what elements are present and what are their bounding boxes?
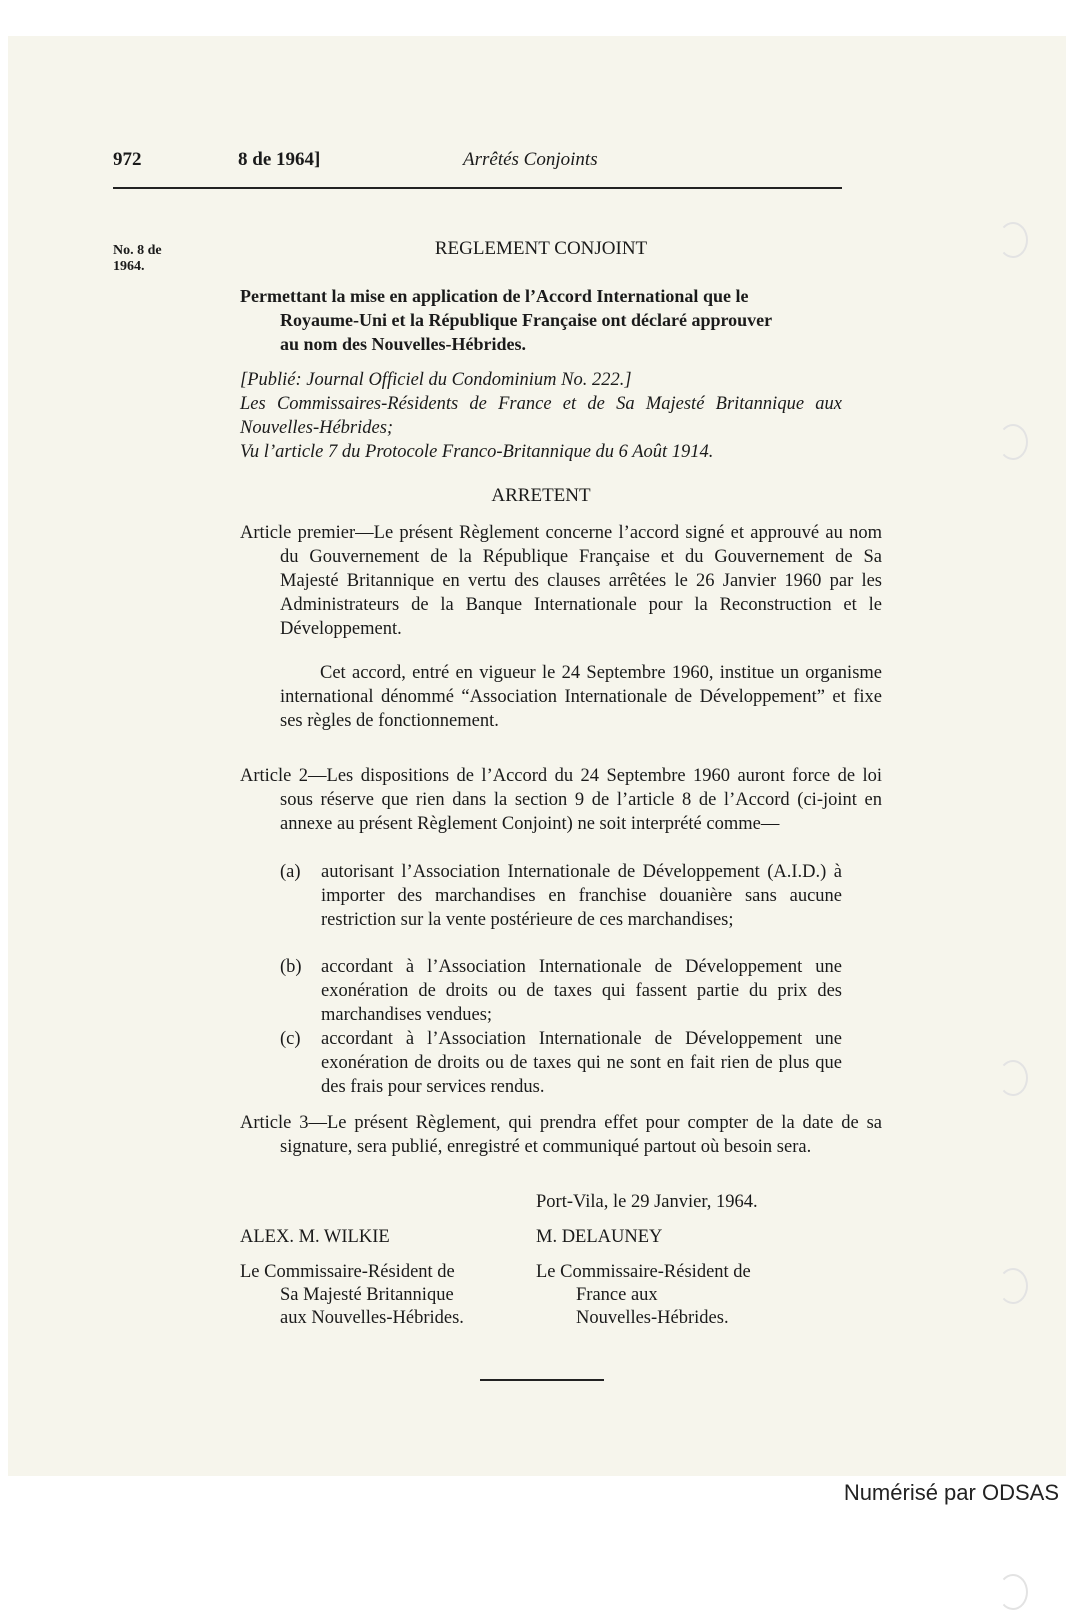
punch-hole-icon [998,1574,1028,1610]
list-item [280,955,842,1027]
signatory-left [240,1226,464,1330]
item-text: accordant à l’Association Internationale de Développement une exonération de droits ou de taxes qui ne sont en fait rien de plus que des frais pour services rendus. [321,1029,842,1097]
intro-line: Permettant la mise en application de l’Accord International que le [240,286,749,306]
signatory-right [536,1226,751,1330]
signatory-name: ALEX. M. WILKIE [240,1227,390,1247]
article-2: Article 2—Les dispositions de l’Accord du 24 Septembre 1960 auront force de loi sous réserve que rien dans la section 9 de l’article 8 de l’Accord (ci-joint en annexe au présent Règlement Conjoint) ne soit interprété comme— [240,766,882,834]
signatory-title-line: aux Nouvelles-Hébrides. [280,1308,464,1328]
punch-hole-icon [998,222,1028,258]
item-label: (c) [280,1029,301,1049]
preamble-vu: Vu l’article 7 du Protocole Franco-Britannique du 6 Août 1914. [240,442,714,462]
signatory-title-line: France aux [576,1285,658,1305]
list-item [280,860,842,932]
running-title: Arrêtés Conjoints [463,149,598,170]
document-title: REGLEMENT CONJOINT [434,238,648,259]
item-label: (a) [280,862,301,882]
list-item [280,1027,842,1099]
punch-hole-icon [998,1268,1028,1304]
article-premier-paragraph-2: Cet accord, entré en vigueur le 24 Septembre 1960, institue un organisme international dénommé “Association Internationale de Développement” et fixe ses règles de fonctionnement. [280,663,882,731]
article-3: Article 3—Le présent Règlement, qui prendra effet pour compter de la date de sa signature, sera publié, enregistré et communiqué partout où besoin sera. [240,1113,882,1157]
publication-note: [Publié: Journal Officiel du Condominium No. 222.] [240,370,632,390]
intro-heading [240,284,842,356]
preamble-commissioners: Les Commissaires-Résidents de France et de Sa Majesté Britannique aux Nouvelles-Hébrides; [240,394,842,438]
signatory-name: M. DELAUNEY [536,1227,663,1247]
digitization-credit: Numérisé par ODSAS [843,1480,1059,1505]
punch-hole-icon [998,424,1028,460]
end-rule [480,1379,604,1381]
signatory-title-line: Nouvelles-Hébrides. [576,1308,729,1328]
document-reference: 8 de 1964] [238,149,321,170]
header-rule [113,187,842,189]
article-premier: Article premier—Le présent Règlement concerne l’accord signé et approuvé au nom du Gouvernement de la République Française et du Gouvernement de Sa Majesté Britannique en vertu des clauses arrêtées le 26 Janvier 1960 par les Administrateurs de la Banque Internationale pour la Reconstruction et le Développement. [240,523,882,639]
page-number: 972 [113,149,142,170]
item-text: accordant à l’Association Internationale de Développement une exonération de droits ou de taxes qui fassent partie du prix des marchandises vendues; [321,957,842,1025]
signatory-title-line: Le Commissaire-Résident de [240,1262,455,1282]
arretent-heading: ARRETENT [491,485,591,506]
punch-hole-icon [998,1060,1028,1096]
margin-note-line2: 1964. [113,259,145,274]
margin-note-line1: No. 8 de [113,243,162,258]
signatory-title-line: Le Commissaire-Résident de [536,1262,751,1282]
margin-note [113,243,203,275]
item-text: autorisant l’Association Internationale de Développement (A.I.D.) à importer des marchandises en franchise douanière sans aucune restriction sur la vente postérieure de ces marchandises; [321,862,842,930]
place-date: Port-Vila, le 29 Janvier, 1964. [536,1192,758,1212]
intro-line: Royaume-Uni et la République Française ont déclaré approuver [280,310,773,330]
intro-line: au nom des Nouvelles-Hébrides. [280,334,527,354]
signatory-title-line: Sa Majesté Britannique [280,1285,454,1305]
item-label: (b) [280,957,302,977]
